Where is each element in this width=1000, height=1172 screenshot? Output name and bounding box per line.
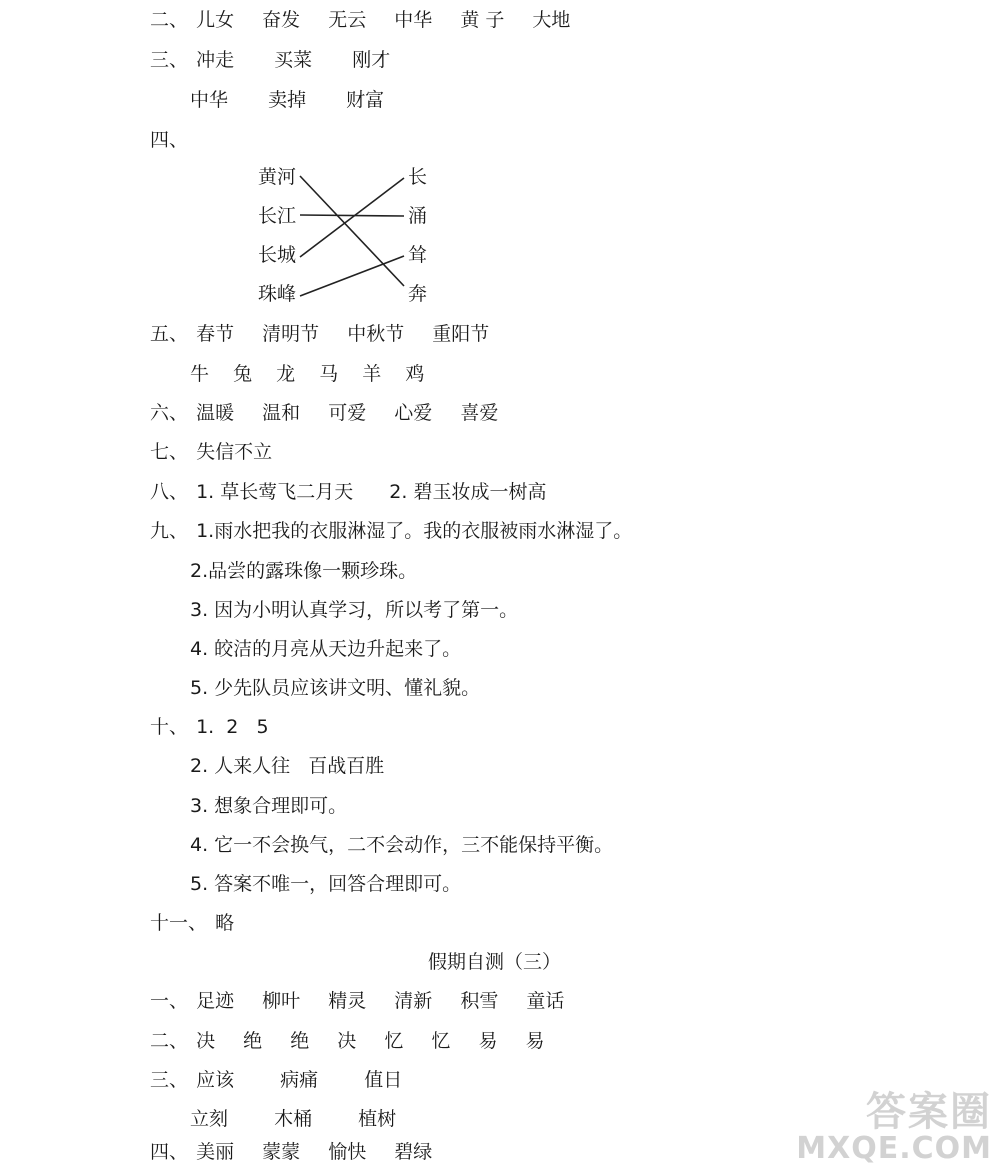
q3-word: 中华 xyxy=(190,89,229,111)
b-q3-row-1 xyxy=(150,1068,424,1092)
b-q4-marker: 四、 xyxy=(150,1141,189,1163)
b-q1-words xyxy=(196,990,586,1012)
q10-item: 5. 答案不唯一，回答合理即可。 xyxy=(190,873,462,895)
b-q2-word: 易 xyxy=(525,1030,545,1052)
b-q3-marker: 三、 xyxy=(150,1069,189,1091)
q10-item: 3. 想象合理即可。 xyxy=(190,795,348,817)
q11-answer: 略 xyxy=(215,912,235,934)
q2-word: 黄 子 xyxy=(460,9,505,31)
q9-item: 1.雨水把我的衣服淋湿了。我的衣服被雨水淋湿了。 xyxy=(196,520,633,542)
q8-marker: 八、 xyxy=(150,481,189,503)
b-q2-word: 忆 xyxy=(384,1030,404,1052)
b-q3-words-2 xyxy=(190,1108,418,1130)
q3-word: 冲走 xyxy=(196,49,235,71)
q9-item: 5. 少先队员应该讲文明、懂礼貌。 xyxy=(190,677,481,699)
q5-word: 春节 xyxy=(196,323,235,345)
q6-word: 喜爱 xyxy=(460,402,499,424)
q10-row-2 xyxy=(190,754,384,778)
q10-row-4 xyxy=(190,833,613,857)
q9-row-3 xyxy=(190,598,518,622)
q5-zodiac-word: 羊 xyxy=(362,363,382,385)
q5-zodiac-word: 牛 xyxy=(190,363,210,385)
q11-row xyxy=(150,911,234,935)
q10-item: 4. 它一不会换气，二不会动作，三不能保持平衡。 xyxy=(190,834,614,856)
q2-word: 大地 xyxy=(532,9,571,31)
b-q1-word: 柳叶 xyxy=(262,990,301,1012)
b-q2-row xyxy=(150,1029,567,1053)
watermark-line-2: MXQE.COM xyxy=(796,1130,992,1166)
q10-row-3 xyxy=(190,794,347,818)
b-q3-word: 应该 xyxy=(196,1069,235,1091)
q2-word: 中华 xyxy=(394,9,433,31)
b-q3-word: 值日 xyxy=(364,1069,403,1091)
b-q4-words xyxy=(196,1141,454,1163)
q2-word: 儿女 xyxy=(196,9,235,31)
q10-row-5 xyxy=(190,872,461,896)
q5-zodiac xyxy=(190,363,446,385)
b-q2-word: 决 xyxy=(196,1030,216,1052)
q3-word: 卖掉 xyxy=(268,89,307,111)
match-right-1: 长 xyxy=(408,166,428,188)
q8-row xyxy=(150,480,546,504)
b-q2-word: 决 xyxy=(337,1030,357,1052)
b-q1-word: 精灵 xyxy=(328,990,367,1012)
q9-row-4 xyxy=(190,637,461,661)
b-q2-word: 易 xyxy=(478,1030,498,1052)
section-title: 假期自测（三） xyxy=(428,951,562,973)
q7-marker: 七、 xyxy=(150,441,189,463)
b-q2-words xyxy=(196,1030,566,1052)
q6-row xyxy=(150,401,520,425)
match-line-changjiang-yong xyxy=(300,215,404,216)
q5-word: 中秋节 xyxy=(347,323,405,345)
q6-word: 温暖 xyxy=(196,402,235,424)
match-line-changcheng-chang xyxy=(300,178,404,257)
matching-lines xyxy=(0,0,1000,320)
b-q1-word: 足迹 xyxy=(196,990,235,1012)
match-left-1: 黄河 xyxy=(258,166,297,188)
q9-marker: 九、 xyxy=(150,520,189,542)
q10-marker: 十、 xyxy=(150,716,189,738)
q3-word: 刚才 xyxy=(352,49,391,71)
q10-item: 1. 2 5 xyxy=(196,716,269,738)
q5-word: 清明节 xyxy=(262,323,320,345)
q3-marker: 三、 xyxy=(150,49,189,71)
b-q4-row xyxy=(150,1140,454,1164)
q5-zodiac-word: 龙 xyxy=(276,363,296,385)
q2-word: 无云 xyxy=(328,9,367,31)
q3-word: 财富 xyxy=(346,89,385,111)
q7-answer: 失信不立 xyxy=(196,441,273,463)
b-q1-word: 清新 xyxy=(394,990,433,1012)
match-line-huanghe-ben xyxy=(300,176,404,286)
b-q1-word: 童话 xyxy=(526,990,565,1012)
b-q3-word: 病痛 xyxy=(280,1069,319,1091)
match-left-2: 长江 xyxy=(258,205,297,227)
q6-marker: 六、 xyxy=(150,402,189,424)
q10-row-1 xyxy=(150,715,269,739)
q5-word: 重阳节 xyxy=(432,323,490,345)
q5-zodiac-word: 马 xyxy=(319,363,339,385)
q9-row-5 xyxy=(190,676,480,700)
b-q1-row xyxy=(150,989,586,1013)
q5-marker: 五、 xyxy=(150,323,189,345)
q9-item: 3. 因为小明认真学习，所以考了第一。 xyxy=(190,599,519,621)
q5-zodiac-word: 兔 xyxy=(233,363,253,385)
match-line-zhufeng-song xyxy=(300,256,404,296)
match-right-3: 耸 xyxy=(408,244,428,266)
b-q2-word: 绝 xyxy=(290,1030,310,1052)
b-q2-marker: 二、 xyxy=(150,1030,189,1052)
q2-marker: 二、 xyxy=(150,9,189,31)
b-q1-marker: 一、 xyxy=(150,990,189,1012)
match-left-3: 长城 xyxy=(258,244,297,266)
watermark-line-1: 答案圈 xyxy=(866,1088,992,1135)
q10-item: 2. 人来人往 百战百胜 xyxy=(190,755,385,777)
b-q4-word: 美丽 xyxy=(196,1141,235,1163)
b-q2-word: 绝 xyxy=(243,1030,263,1052)
q11-marker: 十一、 xyxy=(150,912,208,934)
b-q3-word: 植树 xyxy=(358,1108,397,1130)
q4-marker: 四、 xyxy=(150,129,189,151)
q8-item-2: 2. 碧玉妆成一树高 xyxy=(389,481,547,503)
b-q3-row-2 xyxy=(190,1107,418,1131)
q3-word: 买菜 xyxy=(274,49,313,71)
q5-words xyxy=(196,323,511,345)
q9-item: 2.品尝的露珠像一颗珍珠。 xyxy=(190,560,418,582)
b-q4-word: 蒙蒙 xyxy=(262,1141,301,1163)
q2-word: 奋发 xyxy=(262,9,301,31)
b-q3-word: 木桶 xyxy=(274,1108,313,1130)
q9-row-1 xyxy=(150,519,632,543)
q5-row-2 xyxy=(190,362,446,386)
b-q4-word: 碧绿 xyxy=(394,1141,433,1163)
b-q2-word: 忆 xyxy=(431,1030,451,1052)
q6-word: 可爱 xyxy=(328,402,367,424)
match-left-4: 珠峰 xyxy=(258,283,297,305)
b-q3-words xyxy=(196,1069,424,1091)
q7-row xyxy=(150,440,272,464)
watermark-logo xyxy=(796,1088,992,1166)
q9-row-2 xyxy=(190,559,417,583)
q5-row-1 xyxy=(150,322,511,346)
match-right-4: 奔 xyxy=(408,283,428,305)
q5-zodiac-word: 鸡 xyxy=(405,363,425,385)
q6-word: 温和 xyxy=(262,402,301,424)
b-q4-word: 愉快 xyxy=(328,1141,367,1163)
q6-words xyxy=(196,402,520,424)
match-right-2: 涌 xyxy=(408,205,428,227)
q6-word: 心爱 xyxy=(394,402,433,424)
b-q1-word: 积雪 xyxy=(460,990,499,1012)
q8-item-1: 1. 草长莺飞二月天 xyxy=(196,481,354,503)
b-q3-word: 立刻 xyxy=(190,1108,229,1130)
q9-item: 4. 皎洁的月亮从天边升起来了。 xyxy=(190,638,462,660)
